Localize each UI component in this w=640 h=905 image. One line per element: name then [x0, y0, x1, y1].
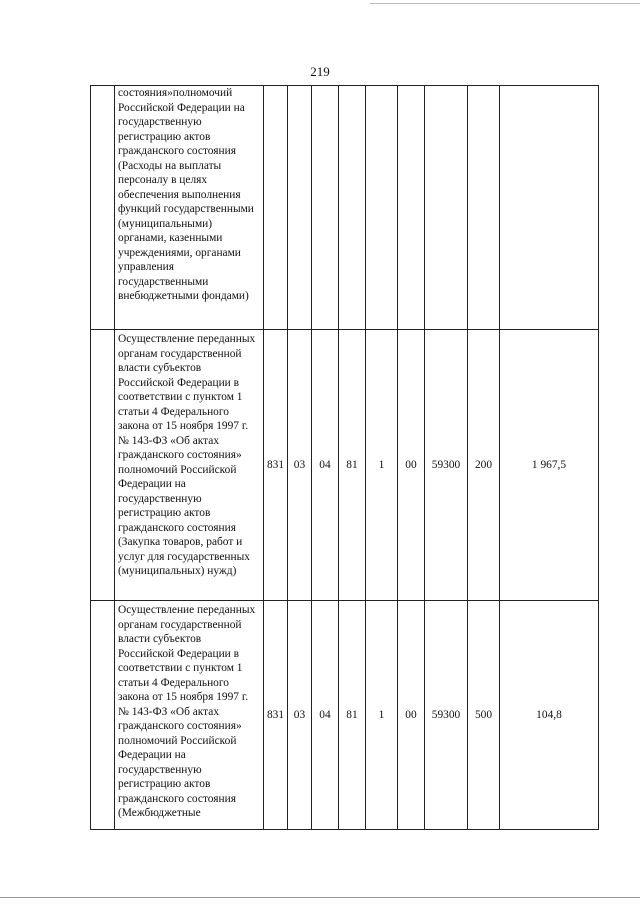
- amount-cell: 1 967,5: [500, 330, 599, 601]
- scan-top-edge: [370, 3, 640, 4]
- ministry-code-cell: 831: [264, 330, 288, 601]
- ministry-code-cell: [264, 86, 288, 330]
- subsection-code-cell: [312, 86, 339, 330]
- page-number: 219: [310, 64, 330, 79]
- table-row: [91, 330, 599, 601]
- table-row: [91, 86, 599, 330]
- amount-cell: 104,8: [500, 601, 599, 830]
- direction-code-cell: [425, 86, 468, 330]
- subsection-code-cell: 04: [312, 601, 339, 830]
- subprogram-code-cell: [366, 86, 398, 330]
- description-cell: Осуществление переданных органам государственной власти субъектов Российской Федерации в соответствии с пунктом 1 статьи 4 Федерального закона от 15 ноября 1997 г. № 143-ФЗ «Об актах гражданского состояния» полномочий Российской Федерации на государственную регистрацию актов гражданского состояния (Закупка товаров, работ и услуг для государственных (муниципальных) нужд): [115, 330, 264, 601]
- subprogram-code-cell: 1: [366, 601, 398, 830]
- description-cell: Осуществление переданных органам государственной власти субъектов Российской Федерации в соответствии с пунктом 1 статьи 4 Федерального закона от 15 ноября 1997 г. № 143-ФЗ «Об актах гражданского состояния» полномочий Российской Федерации на государственную регистрацию актов гражданского состояния (Межбюджетные: [115, 601, 264, 830]
- event-code-cell: 00: [398, 601, 425, 830]
- section-code-cell: 03: [288, 330, 312, 601]
- row-number-cell: [91, 330, 115, 601]
- scan-bottom-edge: [0, 897, 640, 898]
- event-code-cell: [398, 86, 425, 330]
- subprogram-code-cell: 1: [366, 330, 398, 601]
- program-code-cell: [339, 86, 366, 330]
- program-code-cell: 81: [339, 330, 366, 601]
- budget-table: [90, 85, 599, 830]
- expense-type-cell: [468, 86, 500, 330]
- subsection-code-cell: 04: [312, 330, 339, 601]
- program-code-cell: 81: [339, 601, 366, 830]
- section-code-cell: [288, 86, 312, 330]
- expense-type-cell: 200: [468, 330, 500, 601]
- expense-type-cell: 500: [468, 601, 500, 830]
- table-row: [91, 601, 599, 830]
- row-number-cell: [91, 601, 115, 830]
- direction-code-cell: 59300: [425, 601, 468, 830]
- description-cell: состояния»полномочий Российской Федерации на государственную регистрацию актов гражданского состояния (Расходы на выплаты персоналу в целях обеспечения выполнения функций государственными (муниципальными) органами, казенными учреждениями, органами управления государственными внебюджетными фондами): [115, 86, 264, 330]
- section-code-cell: 03: [288, 601, 312, 830]
- row-number-cell: [91, 86, 115, 330]
- ministry-code-cell: 831: [264, 601, 288, 830]
- event-code-cell: 00: [398, 330, 425, 601]
- amount-cell: [500, 86, 599, 330]
- direction-code-cell: 59300: [425, 330, 468, 601]
